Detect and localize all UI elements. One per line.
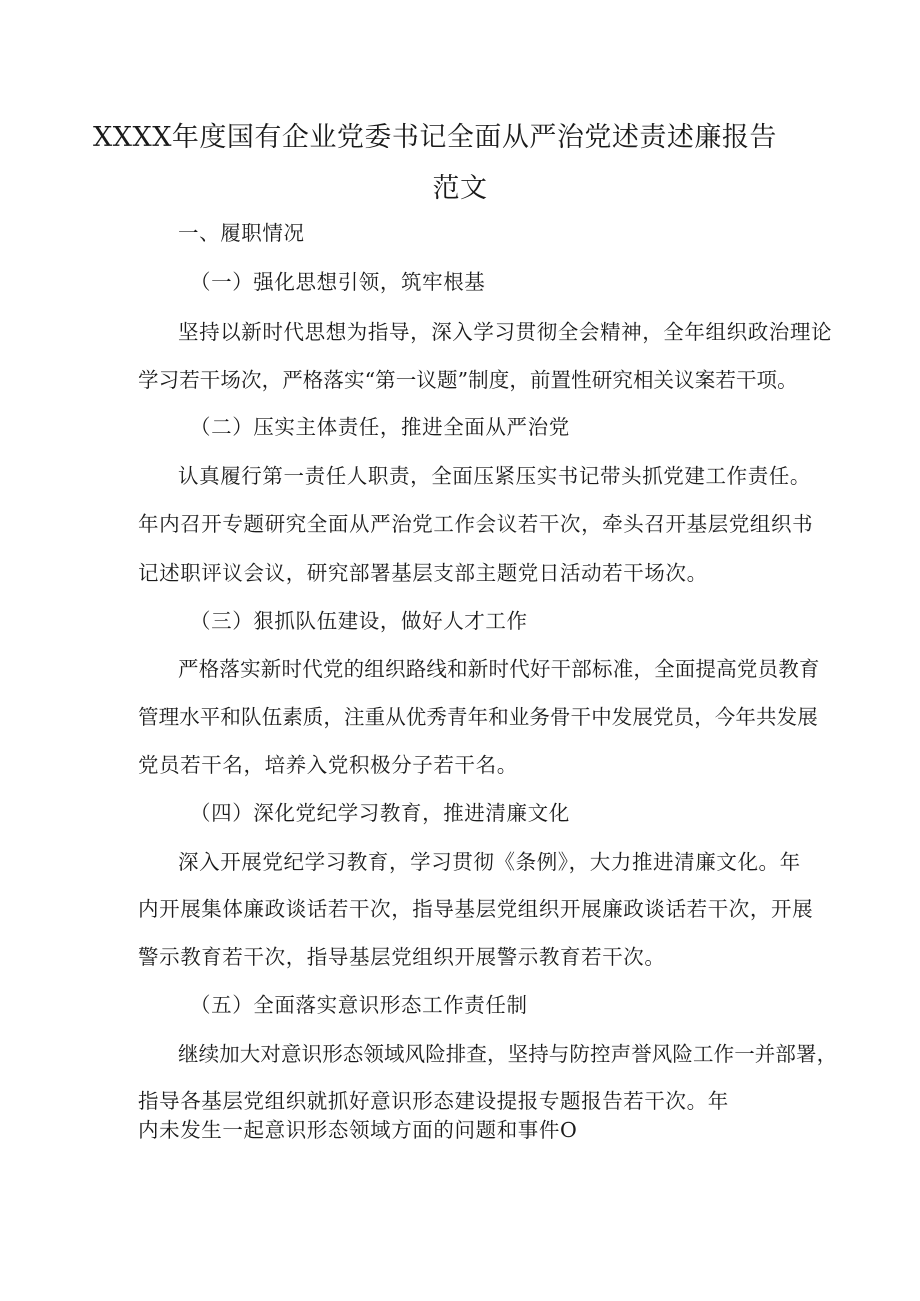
subsection-heading-5: （五）全面落实意识形态工作责任制 — [190, 993, 528, 1017]
paragraph-line: 内开展集体廉政谈话若干次，指导基层党组织开展廉政谈话若干次，开展 — [138, 897, 814, 921]
paragraph-line: 内未发生一起意识形态领域方面的问题和事件O — [138, 1118, 578, 1142]
subsection-heading-4: （四）深化党纪学习教育，推进清廉文化 — [190, 801, 570, 825]
section-heading: 一、履职情况 — [178, 221, 305, 245]
paragraph-line: 记述职评议会议，研究部署基层支部主题党日活动若干场次。 — [138, 561, 708, 585]
paragraph-line: 学习若干场次，严格落实“第一议题”制度，前置性研究相关议案若干项。 — [138, 368, 798, 392]
paragraph-line: 党员若干名，培养入党积极分子若干名。 — [138, 753, 518, 777]
paragraph-line: 严格落实新时代党的组织路线和新时代好干部标准，全面提高党员教育 — [178, 657, 820, 681]
paragraph-line: 管理水平和队伍素质，注重从优秀青年和业务骨干中发展党员，今年共发展 — [138, 705, 818, 729]
document-title-line1: XXXX年度国有企业党委书记全面从严治党述责述廉报告 — [93, 122, 777, 153]
subsection-heading-3: （三）狠抓队伍建设，做好人才工作 — [190, 609, 528, 633]
paragraph-line: 年内召开专题研究全面从严治党工作会议若干次，牵头召开基层党组织书 — [138, 512, 814, 536]
subsection-heading-1: （一）强化思想引领，筑牢根基 — [190, 270, 486, 294]
paragraph-line: 坚持以新时代思想为指导，深入学习贯彻全会精神，全年组织政治理论 — [178, 320, 833, 344]
subsection-heading-2: （二）压实主体责任，推进全面从严治党 — [190, 415, 570, 439]
paragraph-line: 认真履行第一责任人职责，全面压紧压实书记带头抓党建工作责任。 — [178, 464, 811, 488]
document-title-line2: 范文 — [432, 173, 488, 204]
paragraph-line: 深入开展党纪学习教育，学习贯彻《条例》，大力推进清廉文化。年 — [178, 850, 801, 874]
paragraph-line: 继续加大对意识形态领域风险排查，坚持与防控声誉风险工作一并部署， — [178, 1042, 838, 1066]
paragraph-line: 警示教育若干次，指导基层党组织开展警示教育若干次。 — [138, 945, 666, 969]
paragraph-line: 指导各基层党组织就抓好意识形态建设提报专题报告若干次。年 — [138, 1089, 729, 1113]
